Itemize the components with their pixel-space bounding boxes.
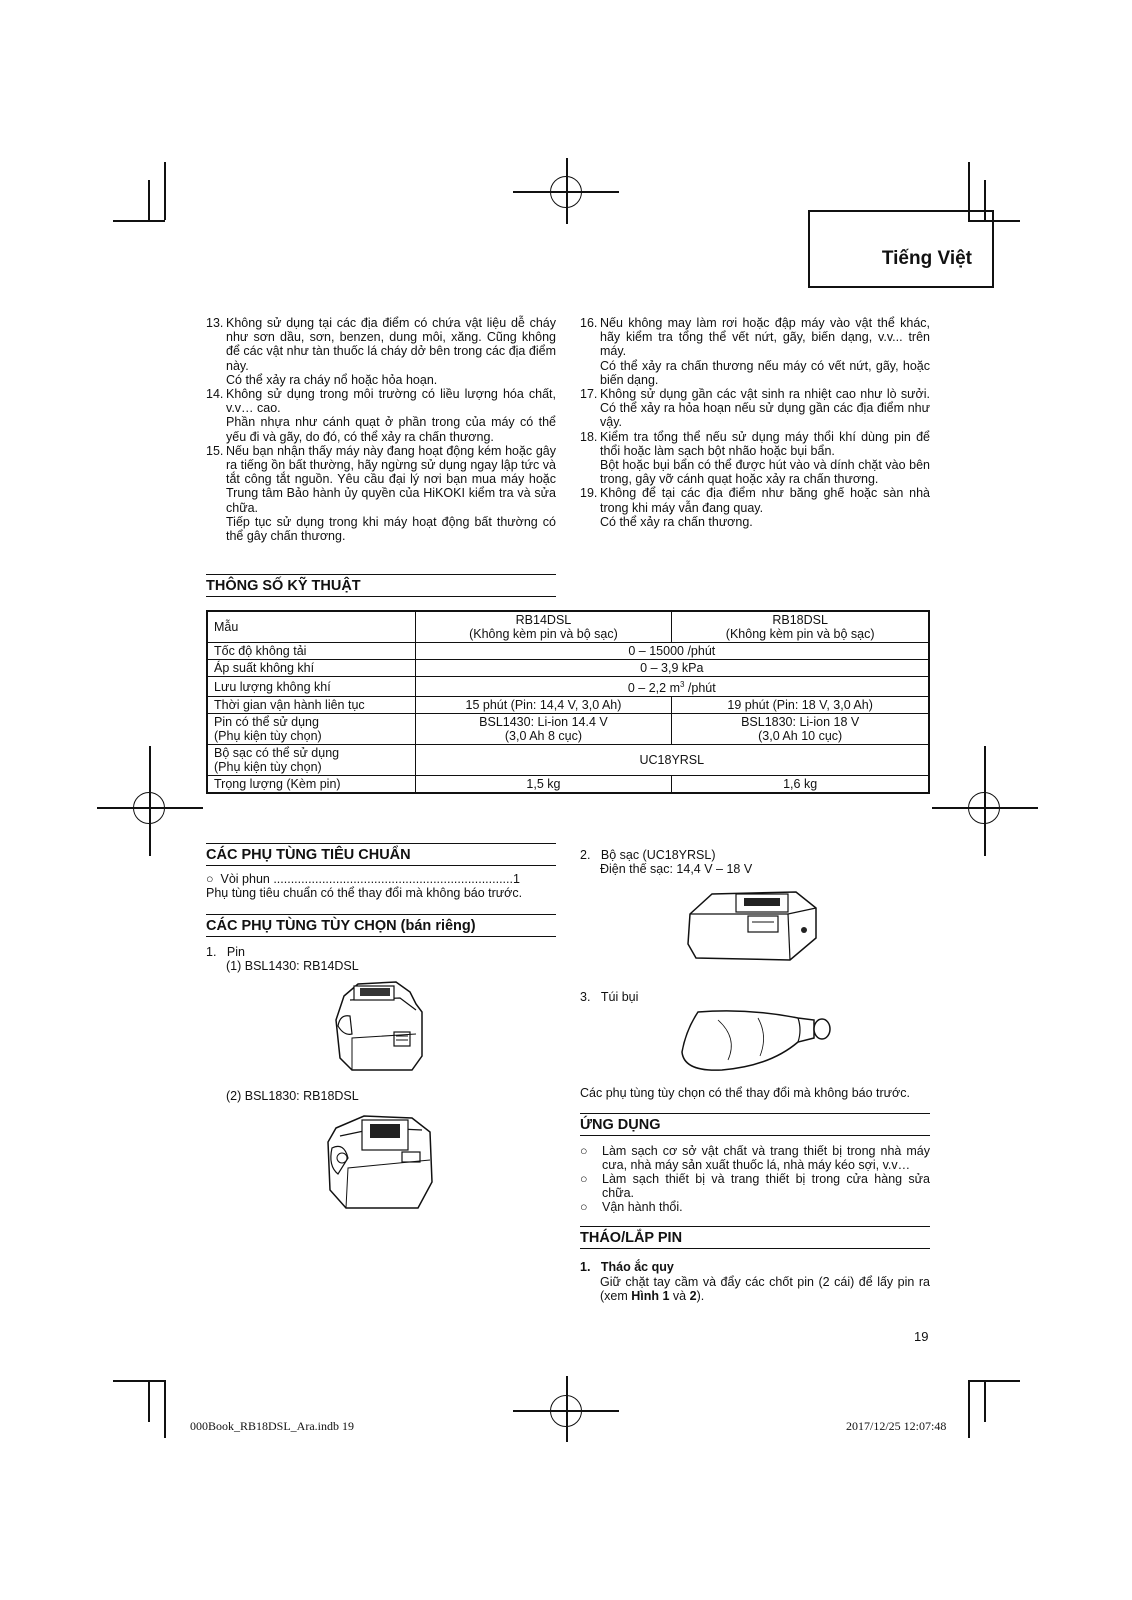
optional-accessories-heading: CÁC PHỤ TÙNG TÙY CHỌN (bán riêng) (206, 914, 556, 937)
optional-pin-2: (2) BSL1830: RB18DSL (226, 1089, 359, 1103)
list-item: ○ Vận hành thổi. (580, 1200, 683, 1214)
standard-accessories-item: ○ Vòi phun .....................................................................1 (206, 872, 520, 886)
page-number: 19 (914, 1329, 929, 1344)
crop-mark-icon (164, 162, 166, 220)
table-row: Tốc độ không tải 0 – 15000 /phút (207, 643, 929, 660)
list-item: 19. Không để tại các địa điểm như băng ghế hoặc sàn nhà trong khi máy vẫn đang quay. Có thể xảy ra chấn thương. (580, 486, 930, 529)
bullet-icon: ○ (206, 872, 214, 886)
spec-heading: THÔNG SỐ KỸ THUẬT (206, 574, 556, 597)
charger-icon (684, 886, 824, 962)
battery-pack-icon (318, 1112, 438, 1212)
optional-pin-1: (1) BSL1430: RB14DSL (226, 959, 359, 973)
list-item: 15. Nếu bạn nhận thấy máy này đang hoạt động kém hoặc gây ra tiếng ồn bất thường, hãy ngừng sử dụng ngay lập tức và tắt công tắt nguồn. Yêu cầu đại lý nơi bạn mua máy hoặc Trung tâm Bảo hành ủy quyền của HiKOKI kiểm tra và sửa chữa. Tiếp tục sử dụng trong khi máy hoạt động bất thường có thể gây chấn thương. (206, 443, 556, 544)
battery-removal-step: 1. Tháo ắc quy Giữ chặt tay cầm và đẩy các chốt pin (2 cái) để lấy pin ra (xem Hình 1 và 2). (580, 1260, 930, 1303)
table-row: Pin có thể sử dụng (Phụ kiện tùy chọn) BSL1430: Li-ion 14.4 V (3,0 Ah 8 cục) BSL1830: Li-ion 18 V (3,0 Ah 10 cục) (207, 714, 929, 745)
table-row: Áp suất không khí 0 – 3,9 kPa (207, 660, 929, 677)
list-item: 14. Không sử dụng trong môi trường có liều lượng hóa chất, v.v… cao. Phần nhựa như cánh quạt ở phần trong của máy có thể yếu đi và gãy, do đó, có thể xảy ra chấn thương. (206, 387, 556, 444)
table-row: Bộ sạc có thể sử dụng (Phụ kiện tùy chọn) UC18YRSL (207, 745, 929, 776)
dust-bag-icon (678, 1008, 834, 1072)
language-tab (808, 210, 994, 288)
bullet-icon: ○ (580, 1200, 588, 1214)
bullet-icon: ○ (580, 1172, 588, 1186)
list-item: 16. Nếu không may làm rơi hoặc đập máy vào vật thể khác, hãy kiểm tra tổng thể vết nứt, gãy, biến dạng, v.v... trên máy. Có thể xảy ra chấn thương nếu máy có vết nứt, gãy, hoặc biến dạng. (580, 316, 930, 387)
table-row: Thời gian vận hành liên tục 15 phút (Pin: 14,4 V, 3,0 Ah) 19 phút (Pin: 18 V, 3,0 Ah) (207, 697, 929, 714)
optional-dust-bag: 3. Túi bụi (580, 990, 639, 1004)
standard-accessories-note: Phụ tùng tiêu chuẩn có thể thay đổi mà không báo trước. (206, 886, 523, 900)
crop-mark-icon (113, 1380, 165, 1382)
spec-table (206, 610, 930, 794)
crop-mark-icon (968, 1380, 1020, 1382)
list-item: 18. Kiểm tra tổng thể nếu sử dụng máy thổi khí dùng pin để thổi hoặc làm sạch bột nhão hoặc bụi bẩn. Bột hoặc bụi bẩn có thể được hút vào và dính chặt vào bên trong, gây vỡ cánh quạt hoặc xảy ra chấn thương. (580, 429, 930, 487)
table-row: Lưu lượng không khí 0 – 2,2 $m^3$ /phút (207, 677, 929, 697)
battery-removal-heading: THÁO/LẮP PIN (580, 1226, 930, 1249)
application-list (580, 1144, 930, 1214)
application-heading: ỨNG DỤNG (580, 1113, 930, 1136)
list-item: ○ Làm sạch cơ sở vật chất và trang thiết bị trong nhà máy cưa, nhà máy sản xuất thuốc lá, nhà máy kéo sợi, v.v… (580, 1144, 930, 1172)
list-item: ○ Làm sạch thiết bị và trang thiết bị trong cửa hàng sửa chữa. (580, 1172, 930, 1200)
footer-file: 000Book_RB18DSL_Ara.indb 19 (190, 1419, 355, 1433)
standard-accessories-heading: CÁC PHỤ TÙNG TIÊU CHUẨN (206, 843, 556, 866)
list-item: 13. Không sử dụng tại các địa điểm có chứa vật liệu dễ cháy như sơn dầu, sơn, benzen, dung môi, xăng. Cũng không để các vật như tàn thuốc lá cháy dở bên trong các địa điểm này. Có thể xảy ra cháy nổ hoặc hỏa hoạn. (206, 316, 556, 387)
footer-timestamp: 2017/12/25 12:07:48 (846, 1419, 947, 1433)
left-safety-list (206, 316, 556, 543)
language-tab-label: Tiếng Việt (881, 248, 972, 269)
list-item: 17. Không sử dụng gần các vật sinh ra nhiệt cao như lò sưởi. Có thể xảy ra hỏa hoạn nếu sử dụng gần các địa điểm như vậy. (580, 387, 930, 430)
bullet-icon: ○ (580, 1144, 588, 1158)
optional-accessories-note: Các phụ tùng tùy chọn có thể thay đổi mà không báo trước. (580, 1086, 910, 1100)
table-row: Trọng lượng (Kèm pin) 1,5 kg 1,6 kg (207, 776, 929, 794)
battery-pack-icon (330, 978, 430, 1074)
optional-charger-voltage: Điện thế sạc: 14,4 V – 18 V (600, 862, 753, 876)
right-safety-list (580, 316, 930, 529)
optional-charger: 2. Bộ sạc (UC18YRSL) (580, 848, 716, 862)
table-row: Mẫu RB14DSL (Không kèm pin và bộ sạc) RB18DSL (Không kèm pin và bộ sạc) (207, 611, 929, 643)
